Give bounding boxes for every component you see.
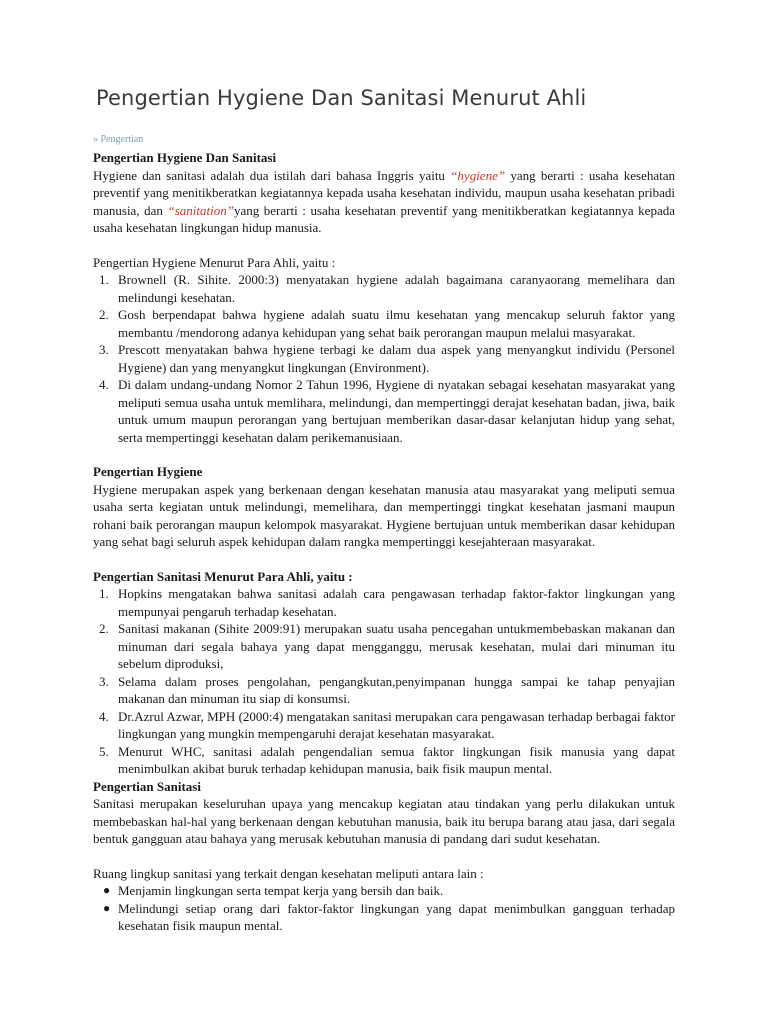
hygiene-experts-list bbox=[93, 271, 675, 446]
sanitasi-paragraph: Sanitasi merupakan keseluruhan upaya yang mencakup kegiatan atau tindakan yang perlu dilakukan untuk membebaskan hal-hal yang berkenaan dengan kebutuhan manusia, baik itu berupa barang atau jasa, dari segala bentuk gangguan atau bahaya yang merusak kebutuhan manusia di pandang dari sudut kesehatan. bbox=[93, 796, 675, 846]
page-title: Pengertian Hygiene Dan Sanitasi Menurut Ahli bbox=[96, 86, 587, 110]
list-item: 2. Gosh berpendapat bahwa hygiene adalah suatu ilmu kesehatan yang mencakup seluruh faktor yang membantu /mendorong adanya kehidupan yang sehat baik perorangan maupun melalui masyarakat. bbox=[99, 307, 675, 340]
hygiene-experts-intro: Pengertian Hygiene Menurut Para Ahli, yaitu : bbox=[93, 254, 336, 270]
section-heading-sanitasi: Pengertian Sanitasi bbox=[93, 778, 201, 794]
section-heading-hygiene: Pengertian Hygiene bbox=[93, 464, 203, 479]
bullet-icon: ● bbox=[103, 883, 111, 897]
scope-list bbox=[93, 882, 675, 935]
intro-paragraph bbox=[93, 167, 675, 237]
list-item: 4. Di dalam undang-undang Nomor 2 Tahun 1996, Hygiene di nyatakan sebagai kesehatan masyarakat yang meliputi semua usaha untuk memlihara, melindungi, dan mempertinggi derajat kesehatan badan, jiwa, baik untuk umum maupun perorangan yang bertujuan memberikan dasar-dasar kelanjutan hidup yang sehat, serta mempertinggi kesehatan dalam perikemanusiaan. bbox=[99, 377, 675, 445]
list-item: 4. Dr.Azrul Azwar, MPH (2000:4) mengatakan sanitasi merupakan cara pengawasan terhadap berbagai faktor lingkungan yang mungkin mempengaruhi derajat kesehatan masyarakat. bbox=[99, 708, 675, 741]
section-heading-hygiene-dan-sanitasi: Pengertian Hygiene Dan Sanitasi bbox=[93, 150, 277, 165]
list-item: 3. Prescott menyatakan bahwa hygiene terbagi ke dalam dua aspek yang menyangkut individu (Personel Hygiene) dan yang menyangkut lingkungan (Environment). bbox=[99, 342, 675, 375]
list-item: 3. Selama dalam proses pengolahan, pengangkutan,penyimpanan hungga sampai ke tahap penyajian makanan dan minuman itu siap di konsumsi. bbox=[99, 673, 675, 706]
bullet-icon: ● bbox=[103, 900, 111, 915]
list-item: 1. Hopkins mengatakan bahwa sanitasi adalah cara pengawasan terhadap faktor-faktor lingkungan yang mempunyai pengaruh terhadap kesehatan. bbox=[99, 586, 675, 619]
term-sanitation: “sanitation” bbox=[167, 202, 234, 218]
sanitasi-experts-list bbox=[93, 585, 675, 778]
hygiene-paragraph: Hygiene merupakan aspek yang berkenaan dengan kesehatan manusia atau masyarakat yang meliputi semua usaha serta kegiatan untuk melindungi, memelihara, dan mempertinggi tingkat kesehatan jasmani maupun rohani baik perorangan maupun kelompok masyarakat. Hygiene bertujuan untuk memberikan dasar kehidupan yang sehat bagi seluruh aspek kehidupan dalam rangka mempertinggi kesejahteraan masyarakat. bbox=[93, 481, 675, 549]
breadcrumb-link[interactable]: » Pengertian bbox=[93, 134, 144, 145]
article-body bbox=[93, 133, 675, 935]
intro-text-a: Hygiene dan sanitasi adalah dua istilah dari bahasa Inggris yaitu bbox=[93, 167, 451, 183]
list-item: ● Melindungi setiap orang dari faktor-faktor lingkungan yang dapat menimbulkan gangguan terhadap kesehatan fisik maupun mental. bbox=[103, 900, 675, 933]
list-item: ● Menjamin lingkungan serta tempat kerja yang bersih dan baik. bbox=[103, 883, 444, 898]
intro-text-b: yang berarti : usaha kesehatan preventif yang menitikberatkan kegiatannya kepada usaha kesehatan individu, maupun usaha kesehatan pribadi manusia, dan bbox=[93, 167, 675, 218]
intro-text-c: yang berarti : usaha kesehatan preventif yang menitikberatkan kegiatannya kepada usaha kesehatan lingkungan hidup manusia. bbox=[93, 202, 675, 235]
list-item: 2. Sanitasi makanan (Sihite 2009:91) merupakan suatu usaha pencegahan untukmembebaskan makanan dan minuman dari segala bahaya yang dapat mengganggu, merusak kesehatan, mulai dari minuman itu sebelum diproduksi, bbox=[99, 621, 675, 671]
list-item: 5. Menurut WHC, sanitasi adalah pengendalian semua faktor lingkungan fisik manusia yang dapat menimbulkan akibat buruk terhadap kehidupan manusia, baik fisik maupun mental. bbox=[99, 743, 675, 776]
section-heading-sanitasi-experts: Pengertian Sanitasi Menurut Para Ahli, yaitu : bbox=[93, 568, 353, 584]
term-hygiene: “hygiene” bbox=[450, 167, 506, 183]
list-item: 1. Brownell (R. Sihite. 2000:3) menyatakan hygiene adalah bagaimana caranyaorang memelihara dan melindungi kesehatan. bbox=[99, 272, 675, 305]
scope-intro: Ruang lingkup sanitasi yang terkait dengan kesehatan meliputi antara lain : bbox=[93, 865, 484, 881]
